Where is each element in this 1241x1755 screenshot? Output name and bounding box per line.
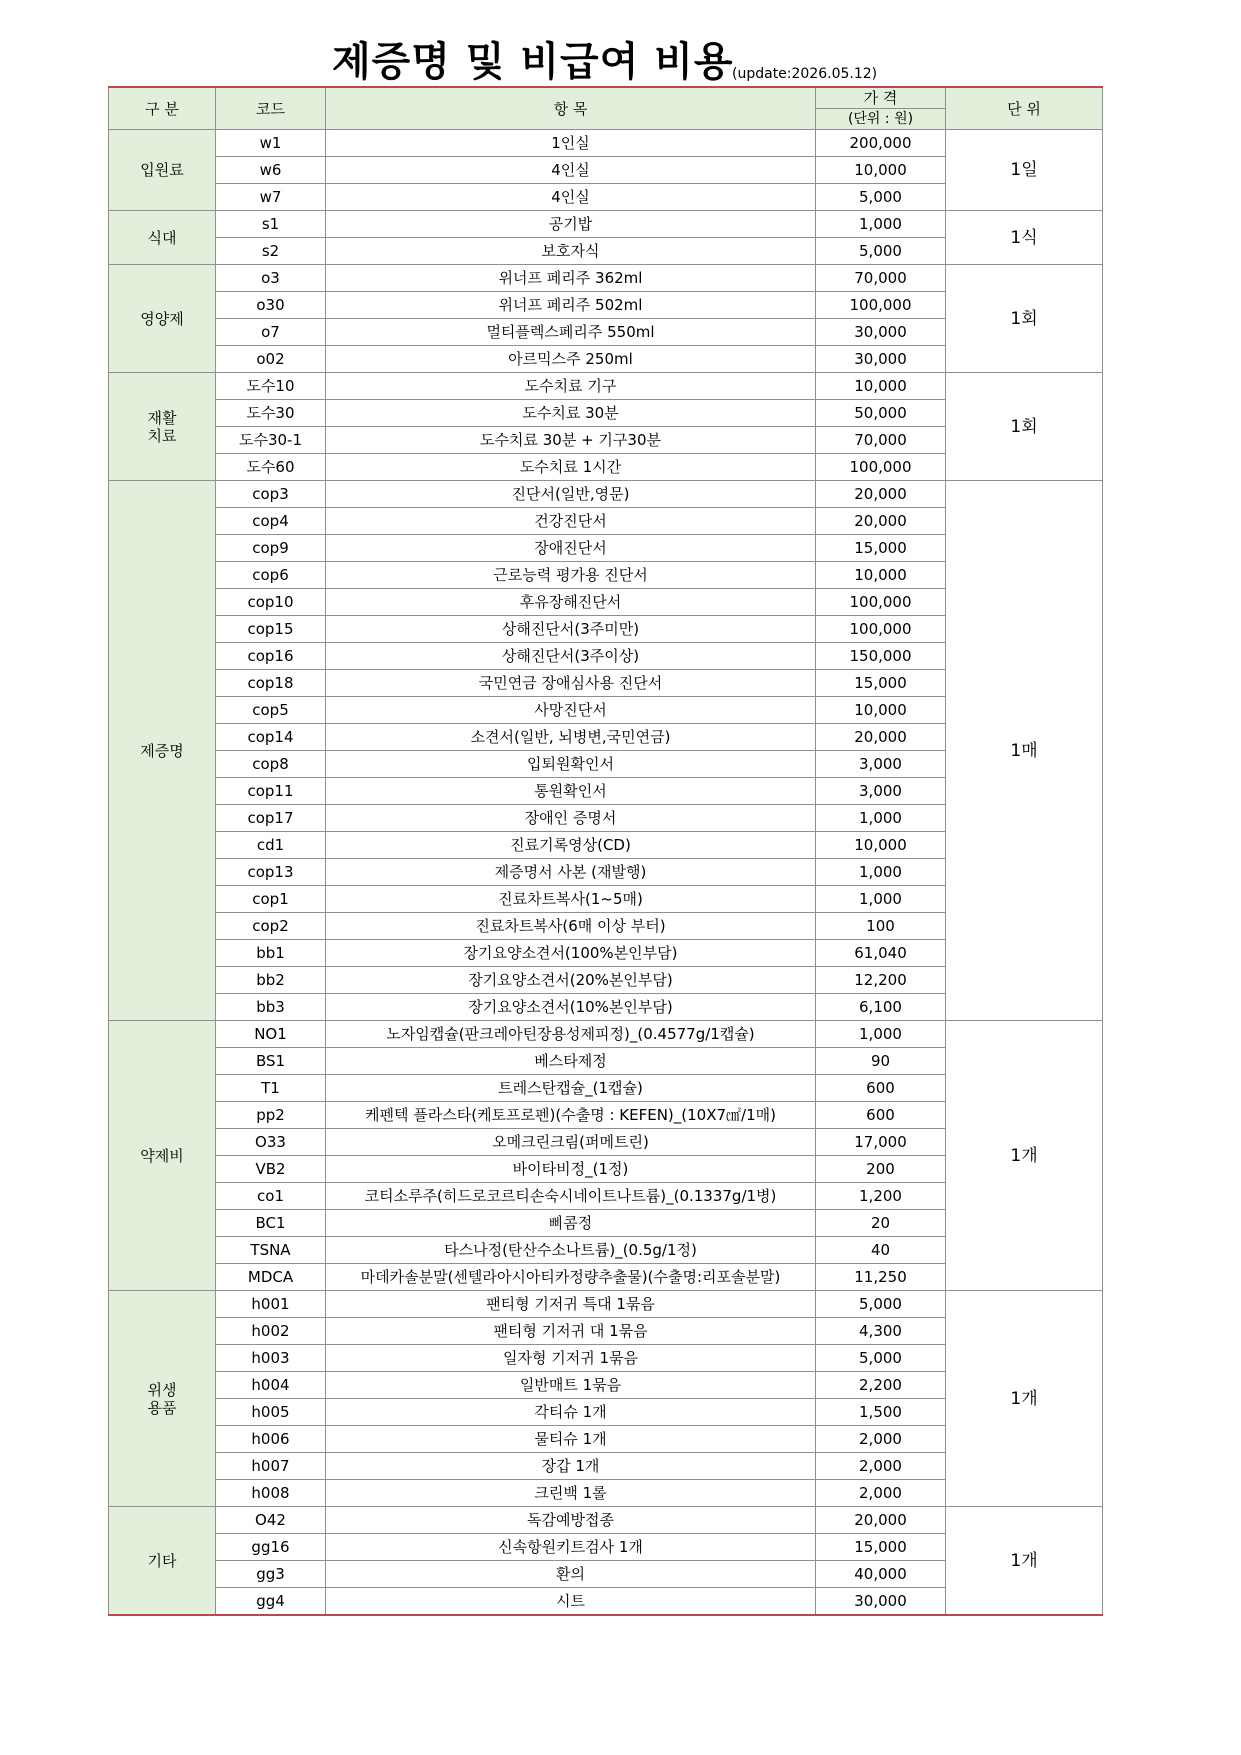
code-cell: s2 [216, 238, 326, 265]
price-cell: 100,000 [816, 454, 946, 481]
header-category: 구 분 [109, 87, 216, 130]
price-cell: 2,000 [816, 1480, 946, 1507]
item-cell: 장기요양소견서(10%본인부담) [326, 994, 816, 1021]
price-cell: 30,000 [816, 346, 946, 373]
code-cell: cop13 [216, 859, 326, 886]
price-cell: 1,000 [816, 886, 946, 913]
code-cell: 도수10 [216, 373, 326, 400]
table-row [109, 1291, 1103, 1318]
price-cell: 40,000 [816, 1561, 946, 1588]
price-cell: 1,000 [816, 1021, 946, 1048]
category-label: 영양제 [140, 309, 184, 328]
item-cell: 팬티형 기저귀 대 1묶음 [326, 1318, 816, 1345]
price-cell: 200 [816, 1156, 946, 1183]
price-cell: 3,000 [816, 778, 946, 805]
code-cell: T1 [216, 1075, 326, 1102]
table-row [109, 373, 1103, 400]
code-cell: h004 [216, 1372, 326, 1399]
code-cell: cop2 [216, 913, 326, 940]
table-row [109, 265, 1103, 292]
price-cell: 3,000 [816, 751, 946, 778]
code-cell: VB2 [216, 1156, 326, 1183]
unit-cell: 1일 [946, 130, 1103, 211]
page-title: 제증명 및 비급여 비용 [332, 39, 734, 85]
unit-cell: 1개 [946, 1507, 1103, 1616]
item-cell: 노자임캡슐(판크레아틴장용성제피정)_(0.4577g/1캡슐) [326, 1021, 816, 1048]
item-cell: 진료기록영상(CD) [326, 832, 816, 859]
item-cell: 사망진단서 [326, 697, 816, 724]
price-cell: 12,200 [816, 967, 946, 994]
code-cell: cd1 [216, 832, 326, 859]
code-cell: gg3 [216, 1561, 326, 1588]
item-cell: 오메크린크림(퍼메트린) [326, 1129, 816, 1156]
item-cell: 국민연금 장애심사용 진단서 [326, 670, 816, 697]
price-cell: 17,000 [816, 1129, 946, 1156]
item-cell: 근로능력 평가용 진단서 [326, 562, 816, 589]
unit-cell: 1개 [946, 1291, 1103, 1507]
item-cell: 팬티형 기저귀 특대 1묶음 [326, 1291, 816, 1318]
item-cell: 입퇴원확인서 [326, 751, 816, 778]
code-cell: o02 [216, 346, 326, 373]
item-cell: 바이타비정_(1정) [326, 1156, 816, 1183]
item-cell: 도수치료 기구 [326, 373, 816, 400]
price-cell: 10,000 [816, 832, 946, 859]
code-cell: cop1 [216, 886, 326, 913]
category-label: 치료 [147, 426, 177, 445]
price-cell: 5,000 [816, 184, 946, 211]
price-cell: 15,000 [816, 535, 946, 562]
price-cell: 10,000 [816, 157, 946, 184]
item-cell: 보호자식 [326, 238, 816, 265]
item-cell: 베스타제정 [326, 1048, 816, 1075]
item-cell: 건강진단서 [326, 508, 816, 535]
item-cell: 코티소루주(히드로코르티손숙시네이트나트륨)_(0.1337g/1병) [326, 1183, 816, 1210]
price-cell: 6,100 [816, 994, 946, 1021]
item-cell: 일반매트 1묶음 [326, 1372, 816, 1399]
category-label: 약제비 [140, 1146, 184, 1165]
unit-cell: 1매 [946, 481, 1103, 1021]
item-cell: 타스나정(탄산수소나트륨)_(0.5g/1정) [326, 1237, 816, 1264]
fee-table-body [109, 130, 1103, 1616]
header-item: 항 목 [326, 87, 816, 130]
item-cell: 멀티플렉스페리주 550ml [326, 319, 816, 346]
price-cell: 10,000 [816, 562, 946, 589]
item-cell: 통원확인서 [326, 778, 816, 805]
unit-cell: 1식 [946, 211, 1103, 265]
item-cell: 삐콤정 [326, 1210, 816, 1237]
price-cell: 20,000 [816, 1507, 946, 1534]
fee-table [108, 86, 1103, 1616]
price-cell: 70,000 [816, 427, 946, 454]
code-cell: TSNA [216, 1237, 326, 1264]
price-cell: 1,200 [816, 1183, 946, 1210]
unit-cell: 1개 [946, 1021, 1103, 1291]
price-cell: 50,000 [816, 400, 946, 427]
category-cell [109, 1021, 216, 1291]
code-cell: cop17 [216, 805, 326, 832]
category-label: 재활 [147, 408, 177, 427]
item-cell: 진료차트복사(6매 이상 부터) [326, 913, 816, 940]
code-cell: h003 [216, 1345, 326, 1372]
price-cell: 2,000 [816, 1426, 946, 1453]
price-cell: 1,000 [816, 805, 946, 832]
item-cell: 장기요양소견서(100%본인부담) [326, 940, 816, 967]
code-cell: MDCA [216, 1264, 326, 1291]
code-cell: cop10 [216, 589, 326, 616]
code-cell: BC1 [216, 1210, 326, 1237]
item-cell: 환의 [326, 1561, 816, 1588]
unit-cell: 1회 [946, 373, 1103, 481]
category-cell [109, 265, 216, 373]
price-cell: 2,200 [816, 1372, 946, 1399]
item-cell: 후유장해진단서 [326, 589, 816, 616]
code-cell: h001 [216, 1291, 326, 1318]
price-cell: 70,000 [816, 265, 946, 292]
code-cell: 도수30 [216, 400, 326, 427]
code-cell: cop6 [216, 562, 326, 589]
price-cell: 15,000 [816, 1534, 946, 1561]
header-price-unit: (단위 : 원) [816, 109, 946, 130]
price-cell: 100,000 [816, 589, 946, 616]
category-label: 제증명 [140, 741, 184, 760]
item-cell: 위너프 페리주 502ml [326, 292, 816, 319]
table-row [109, 1021, 1103, 1048]
code-cell: cop18 [216, 670, 326, 697]
code-cell: cop11 [216, 778, 326, 805]
price-cell: 20,000 [816, 724, 946, 751]
price-cell: 1,500 [816, 1399, 946, 1426]
header-unit: 단 위 [946, 87, 1103, 130]
code-cell: 도수30-1 [216, 427, 326, 454]
category-cell [109, 211, 216, 265]
item-cell: 제증명서 사본 (재발행) [326, 859, 816, 886]
code-cell: cop16 [216, 643, 326, 670]
header-price: 가 격 [816, 87, 946, 109]
code-cell: cop5 [216, 697, 326, 724]
category-cell [109, 1291, 216, 1507]
code-cell: o7 [216, 319, 326, 346]
title-area [108, 38, 1102, 86]
item-cell: 트레스탄캡슐_(1캡슐) [326, 1075, 816, 1102]
item-cell: 시트 [326, 1588, 816, 1616]
item-cell: 물티슈 1개 [326, 1426, 816, 1453]
code-cell: cop4 [216, 508, 326, 535]
code-cell: gg16 [216, 1534, 326, 1561]
price-cell: 20,000 [816, 508, 946, 535]
code-cell: h005 [216, 1399, 326, 1426]
price-cell: 90 [816, 1048, 946, 1075]
code-cell: BS1 [216, 1048, 326, 1075]
code-cell: s1 [216, 211, 326, 238]
item-cell: 장기요양소견서(20%본인부담) [326, 967, 816, 994]
price-cell: 100,000 [816, 616, 946, 643]
price-cell: 20 [816, 1210, 946, 1237]
code-cell: cop3 [216, 481, 326, 508]
price-cell: 100 [816, 913, 946, 940]
code-cell: cop9 [216, 535, 326, 562]
price-cell: 150,000 [816, 643, 946, 670]
price-cell: 10,000 [816, 373, 946, 400]
item-cell: 장애진단서 [326, 535, 816, 562]
category-cell [109, 481, 216, 1021]
item-cell: 케펜텍 플라스타(케토프로펜)(수출명 : KEFEN)_(10X7㎠/1매) [326, 1102, 816, 1129]
code-cell: h002 [216, 1318, 326, 1345]
code-cell: 도수60 [216, 454, 326, 481]
category-cell [109, 373, 216, 481]
code-cell: gg4 [216, 1588, 326, 1616]
item-cell: 마데카솔분말(센텔라아시아티카정량추출물)(수출명:리포솔분말) [326, 1264, 816, 1291]
item-cell: 일자형 기저귀 1묶음 [326, 1345, 816, 1372]
item-cell: 위너프 페리주 362ml [326, 265, 816, 292]
item-cell: 소견서(일반, 뇌병변,국민연금) [326, 724, 816, 751]
code-cell: bb3 [216, 994, 326, 1021]
category-cell [109, 130, 216, 211]
code-cell: bb2 [216, 967, 326, 994]
item-cell: 장애인 증명서 [326, 805, 816, 832]
category-label: 입원료 [140, 161, 184, 179]
item-cell: 크린백 1롤 [326, 1480, 816, 1507]
code-cell: w6 [216, 157, 326, 184]
item-cell: 독감예방접종 [326, 1507, 816, 1534]
price-cell: 1,000 [816, 859, 946, 886]
code-cell: pp2 [216, 1102, 326, 1129]
code-cell: o30 [216, 292, 326, 319]
price-cell: 4,300 [816, 1318, 946, 1345]
price-cell: 5,000 [816, 1345, 946, 1372]
price-cell: 5,000 [816, 238, 946, 265]
price-cell: 100,000 [816, 292, 946, 319]
item-cell: 장갑 1개 [326, 1453, 816, 1480]
code-cell: O33 [216, 1129, 326, 1156]
item-cell: 도수치료 30분 + 기구30분 [326, 427, 816, 454]
price-cell: 600 [816, 1102, 946, 1129]
unit-cell: 1회 [946, 265, 1103, 373]
item-cell: 각티슈 1개 [326, 1399, 816, 1426]
code-cell: bb1 [216, 940, 326, 967]
category-label: 기타 [147, 1551, 177, 1570]
category-label: 식대 [147, 228, 177, 247]
code-cell: o3 [216, 265, 326, 292]
item-cell: 신속항원키트검사 1개 [326, 1534, 816, 1561]
category-cell [109, 1507, 216, 1616]
price-cell: 2,000 [816, 1453, 946, 1480]
item-cell: 4인실 [326, 184, 816, 211]
table-row [109, 130, 1103, 157]
code-cell: NO1 [216, 1021, 326, 1048]
code-cell: co1 [216, 1183, 326, 1210]
item-cell: 공기밥 [326, 211, 816, 238]
item-cell: 상해진단서(3주미만) [326, 616, 816, 643]
code-cell: cop14 [216, 724, 326, 751]
item-cell: 도수치료 30분 [326, 400, 816, 427]
code-cell: cop15 [216, 616, 326, 643]
code-cell: w1 [216, 130, 326, 157]
code-cell: O42 [216, 1507, 326, 1534]
price-cell: 600 [816, 1075, 946, 1102]
code-cell: w7 [216, 184, 326, 211]
table-row [109, 1507, 1103, 1534]
price-cell: 10,000 [816, 697, 946, 724]
price-cell: 30,000 [816, 319, 946, 346]
code-cell: cop8 [216, 751, 326, 778]
code-cell: h008 [216, 1480, 326, 1507]
code-cell: h007 [216, 1453, 326, 1480]
price-cell: 1,000 [816, 211, 946, 238]
price-cell: 40 [816, 1237, 946, 1264]
category-label: 위생 [147, 1380, 177, 1399]
item-cell: 1인실 [326, 130, 816, 157]
table-row [109, 211, 1103, 238]
category-label: 용품 [147, 1398, 177, 1417]
price-cell: 61,040 [816, 940, 946, 967]
item-cell: 상해진단서(3주이상) [326, 643, 816, 670]
item-cell: 진단서(일반,영문) [326, 481, 816, 508]
item-cell: 도수치료 1시간 [326, 454, 816, 481]
item-cell: 아르믹스주 250ml [326, 346, 816, 373]
price-cell: 30,000 [816, 1588, 946, 1616]
price-cell: 5,000 [816, 1291, 946, 1318]
table-row [109, 481, 1103, 508]
price-cell: 20,000 [816, 481, 946, 508]
code-cell: h006 [216, 1426, 326, 1453]
price-cell: 200,000 [816, 130, 946, 157]
header-code: 코드 [216, 87, 326, 130]
price-cell: 15,000 [816, 670, 946, 697]
item-cell: 4인실 [326, 157, 816, 184]
update-date: (update:2026.05.12) [732, 66, 878, 82]
price-cell: 11,250 [816, 1264, 946, 1291]
item-cell: 진료차트복사(1~5매) [326, 886, 816, 913]
